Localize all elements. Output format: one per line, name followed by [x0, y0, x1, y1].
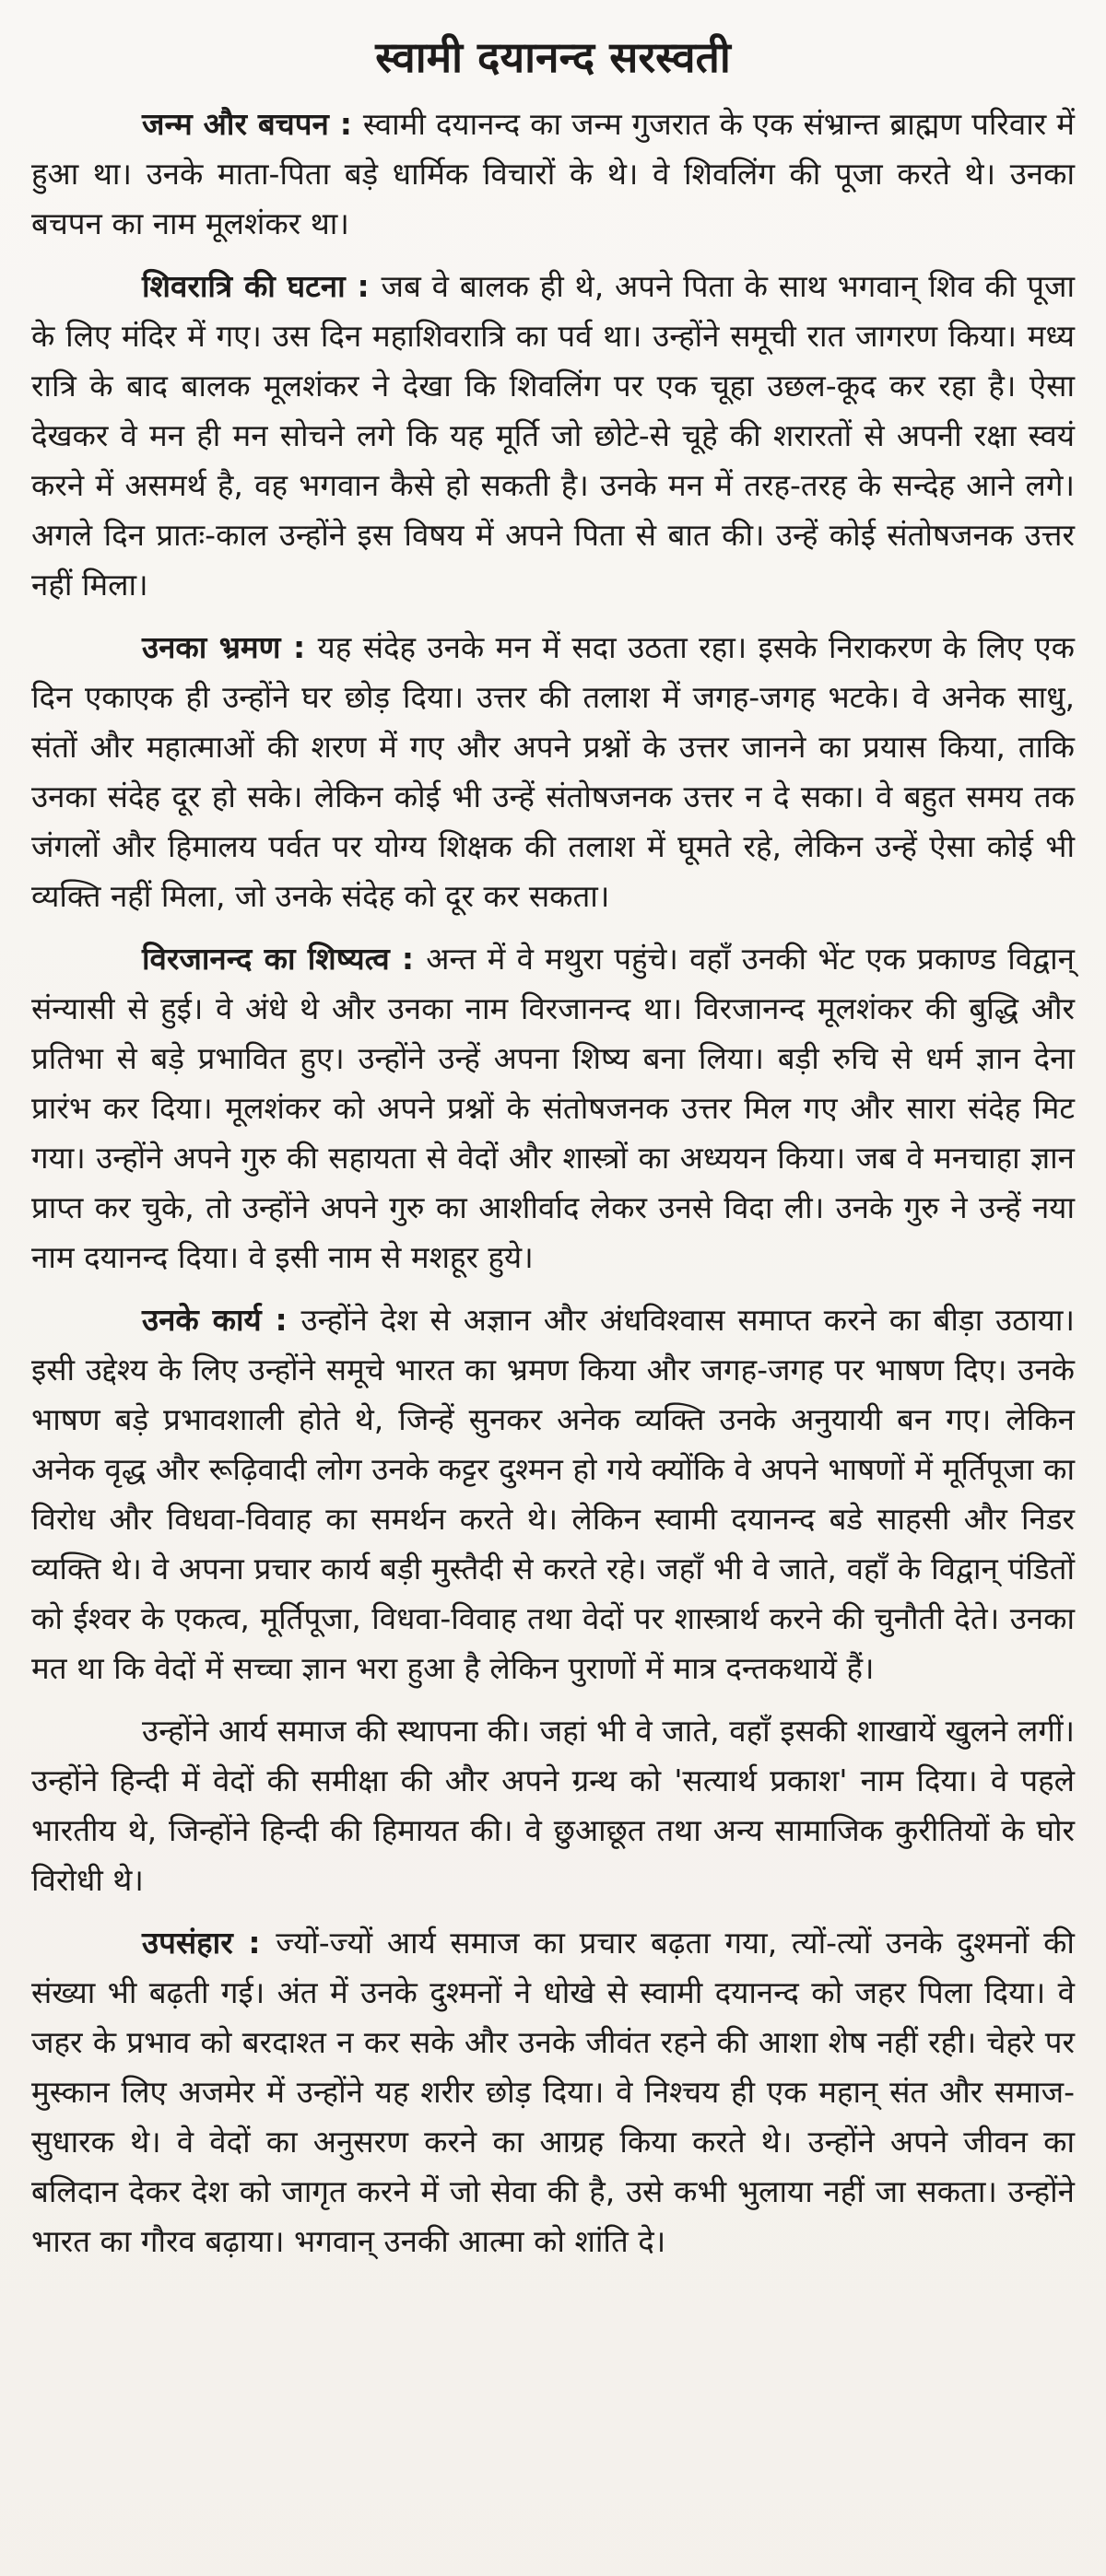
section-conclusion	[31, 1918, 1075, 2266]
section-works	[31, 1295, 1075, 1693]
section-text: जब वे बालक ही थे, अपने पिता के साथ भगवान् शिव की पूजा के लिए मंदिर में गए। उस दिन महाशिवरात्रि का पर्व था। उन्होंने समूची रात जागरण किया। मध्य रात्रि के बाद बालक मूलशंकर ने देखा कि शिवलिंग पर एक चूहा उछल-कूद कर रहा है। ऐसा देखकर वे मन ही मन सोचने लगे कि यह मूर्ति जो छोटे-से चूहे की शरारतों से अपनी रक्षा स्वयं करने में असमर्थ है, वह भगवान कैसे हो सकती है। उनके मन में तरह-तरह के सन्देह आने लगे। अगले दिन प्रातः-काल उन्होंने इस विषय में अपने पिता से बात की। उन्हें कोई संतोषजनक उत्तर नहीं मिला।	[31, 268, 1075, 603]
section-heading: उपसंहार :	[142, 1925, 276, 1961]
section-shivratri-event	[31, 262, 1075, 610]
section-discipleship	[31, 934, 1075, 1282]
section-heading: शिवरात्रि की घटना :	[142, 268, 382, 304]
section-text: स्वामी दयानन्द का जन्म गुजरात के एक संभ्रान्त ब्राह्मण परिवार में हुआ था। उनके माता-पिता बड़े धार्मिक विचारों के थे। वे शिवलिंग की पूजा करते थे। उनका बचपन का नाम मूलशंकर था।	[31, 106, 1075, 241]
page-title: स्वामी दयानन्द सरस्वती	[375, 32, 731, 82]
section-heading: जन्म और बचपन :	[142, 106, 363, 142]
section-arya-samaj	[31, 1706, 1075, 1905]
section-heading: उनके कार्य :	[142, 1302, 301, 1338]
section-text: अन्त में वे मथुरा पहुंचे। वहाँ उनकी भेंट एक प्रकाण्ड विद्वान् संन्यासी से हुई। वे अंधे थे और उनका नाम विरजानन्द था। विरजानन्द मूलशंकर की बुद्धि और प्रतिभा से बड़े प्रभावित हुए। उन्होंने उन्हें अपना शिष्य बना लिया। बड़ी रुचि से धर्म ज्ञान देना प्रारंभ कर दिया। मूलशंकर को अपने प्रश्नों के संतोषजनक उत्तर मिल गए और सारा संदेह मिट गया। उन्होंने अपने गुरु की सहायता से वेदों और शास्त्रों का अध्ययन किया। जब वे मनचाहा ज्ञान प्राप्त कर चुके, तो उन्होंने अपने गुरु का आशीर्वाद लेकर उनसे विदा ली। उनके गुरु ने उन्हें नया नाम दयानन्द दिया। वे इसी नाम से मशहूर हुये।	[31, 941, 1075, 1275]
section-heading: उनका भ्रमण :	[142, 629, 318, 665]
section-text: उन्होंने आर्य समाज की स्थापना की। जहां भी वे जाते, वहाँ इसकी शाखायें खुलने लगीं। उन्होंने हिन्दी में वेदों की समीक्षा की और अपने ग्रन्थ को 'सत्यार्थ प्रकाश' नाम दिया। वे पहले भारतीय थे, जिन्होंने हिन्दी की हिमायत की। वे छुआछूत तथा अन्य सामाजिक कुरीतियों के घोर विरोधी थे।	[31, 1713, 1075, 1898]
section-birth-childhood	[31, 100, 1075, 249]
section-heading: विरजानन्द का शिष्यत्व :	[142, 941, 427, 977]
section-text: उन्होंने देश से अज्ञान और अंधविश्वास समाप्त करने का बीड़ा उठाया। इसी उद्देश्य के लिए उन्होंने समूचे भारत का भ्रमण किया और जगह-जगह पर भाषण दिए। उनके भाषण बड़े प्रभावशाली होते थे, जिन्हें सुनकर अनेक व्यक्ति उनके अनुयायी बन गए। लेकिन अनेक वृद्ध और रूढ़िवादी लोग उनके कट्टर दुश्मन हो गये क्योंकि वे अपने भाषणों में मूर्तिपूजा का विरोध और विधवा-विवाह का समर्थन करते थे। लेकिन स्वामी दयानन्द बडे साहसी और निडर व्यक्ति थे। वे अपना प्रचार कार्य बड़ी मुस्तैदी से करते रहे। जहाँ भी वे जाते, वहाँ के विद्वान् पंडितों को ईश्वर के एकत्व, मूर्तिपूजा, विधवा-विवाह तथा वेदों पर शास्त्रार्थ करने की चुनौती देते। उनका मत था कि वेदों में सच्चा ज्ञान भरा हुआ है लेकिन पुराणों में मात्र दन्तकथायें हैं।	[31, 1302, 1075, 1686]
section-wandering	[31, 623, 1075, 921]
section-text: यह संदेह उनके मन में सदा उठता रहा। इसके निराकरण के लिए एक दिन एकाएक ही उन्होंने घर छोड़ दिया। उत्तर की तलाश में जगह-जगह भटके। वे अनेक साधु, संतों और महात्माओं की शरण में गए और अपने प्रश्नों के उत्तर जानने का प्रयास किया, ताकि उनका संदेह दूर हो सके। लेकिन कोई भी उन्हें संतोषजनक उत्तर न दे सका। वे बहुत समय तक जंगलों और हिमालय पर्वत पर योग्य शिक्षक की तलाश में घूमते रहे, लेकिन उन्हें ऐसा कोई भी व्यक्ति नहीं मिला, जो उनके संदेह को दूर कर सकता।	[31, 629, 1075, 914]
document-content	[31, 24, 1075, 2279]
section-text: ज्यों-ज्यों आर्य समाज का प्रचार बढ़ता गया, त्यों-त्यों उनके दुश्मनों की संख्या भी बढ़ती गई। अंत में उनके दुश्मनों ने धोखे से स्वामी दयानन्द को जहर पिला दिया। वे जहर के प्रभाव को बरदाश्त न कर सके और उनके जीवंत रहने की आशा शेष नहीं रही। चेहरे पर मुस्कान लिए अजमेर में उन्होंने यह शरीर छोड़ दिया। वे निश्चय ही एक महान् संत और समाज-सुधारक थे। वे वेदों का अनुसरण करने का आग्रह किया करते थे। उन्होंने अपने जीवन का बलिदान देकर देश को जागृत करने में जो सेवा की है, उसे कभी भुलाया नहीं जा सकता। उन्होंने भारत का गौरव बढ़ाया। भगवान् उनकी आत्मा को शांति दे।	[31, 1925, 1075, 2259]
